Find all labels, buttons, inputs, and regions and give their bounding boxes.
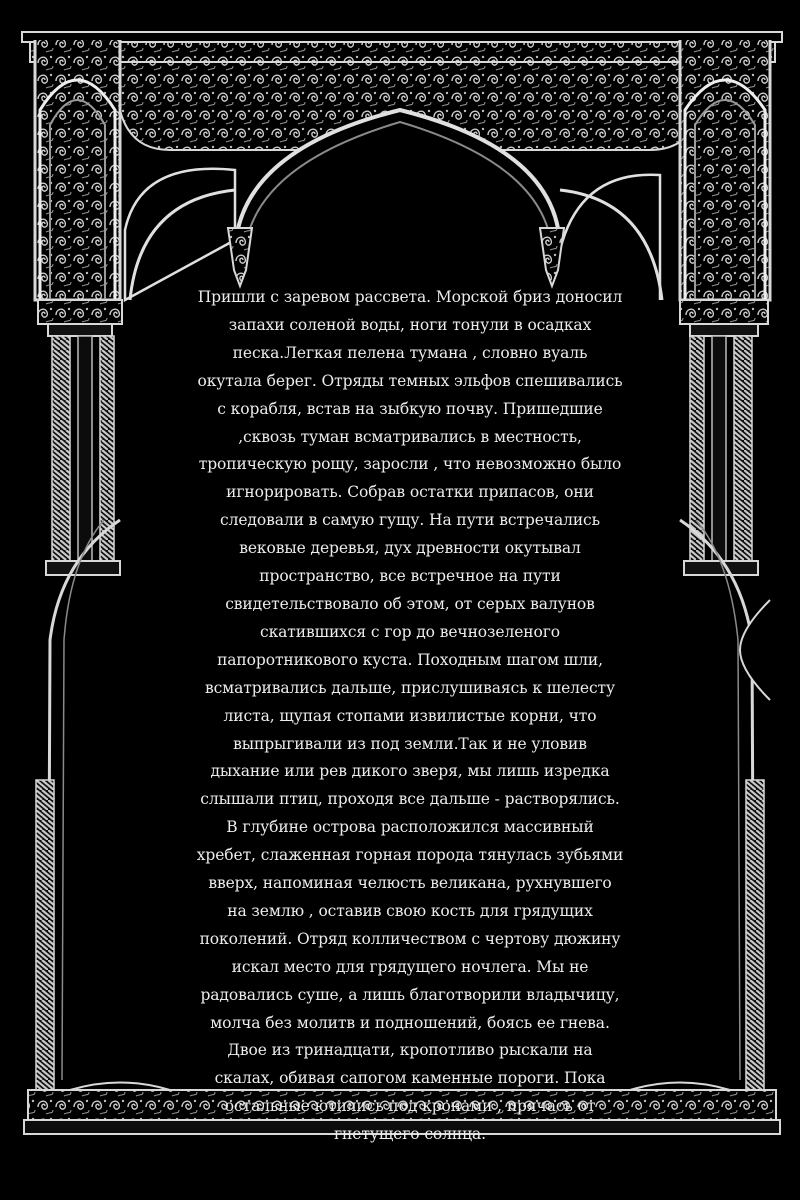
story-line: окутала берег. Отряды темных эльфов спешивались: [197, 371, 623, 390]
story-line: слышали птиц, проходя все дальше - растворялись.: [200, 790, 620, 809]
story-line: вверх, напоминая челюсть великана, рухнувшего: [208, 874, 612, 893]
story-line: игнорировать. Собрав остатки припасов, они: [226, 483, 594, 502]
right-tower: [680, 40, 770, 336]
story-line: хребет, слаженная горная порода тянулась зубьями: [196, 846, 624, 865]
left-tower: [35, 40, 122, 336]
story-line: дыхание или рев дикого зверя, мы лишь изредка: [210, 762, 610, 781]
right-columns: [684, 336, 758, 575]
story-line: вековые деревья, дух древности окутывал: [239, 539, 581, 558]
story-line: гнетущего солнца.: [334, 1125, 486, 1144]
story-line: всматривались дальше, прислушиваясь к шелесту: [204, 678, 616, 697]
story-line: скатившихся с гор до вечнозеленого: [260, 622, 560, 641]
story-line: молча без молитв и подношений, боясь ее гнева.: [210, 1013, 610, 1032]
story-line: папоротникового куста. Походным шагом шли,: [217, 650, 603, 669]
story-line: на землю , оставив свою кость для грядущих: [227, 901, 593, 920]
story-line: Двое из тринадцати, кропотливо рыскали на: [227, 1041, 593, 1060]
story-line: искал место для грядущего ночлега. Мы не: [231, 957, 589, 976]
story-line: выпрыгивали из под земли.Так и не уловив: [233, 734, 587, 753]
story-line: поколений. Отряд колличеством с чертову дюжину: [199, 929, 621, 948]
story-line: листа, щупая стопами извилистые корни, что: [223, 706, 597, 725]
story-line: ,сквозь туман всматривались в местность,: [238, 427, 582, 446]
story-line: свидетельствовало об этом, от серых валунов: [225, 594, 595, 613]
story-line: скалах, обивая сапогом каменные пороги. Пока: [214, 1069, 606, 1088]
story-line: остальные ютились под кронами , прячась от: [224, 1097, 596, 1116]
story-line: радовались суше, а лишь благотворили владычицу,: [200, 985, 620, 1004]
story-line: тропическую рощу, заросли , что невозможно было: [198, 455, 622, 474]
story-line: Пришли с заревом рассвета. Морской бриз доносил: [197, 288, 623, 306]
story-line: запахи соленой воды, ноги тонули в осадках: [228, 315, 592, 334]
story-line: следовали в самую гущу. На пути встречались: [220, 511, 600, 530]
left-columns: [46, 336, 120, 575]
story-line: песка.Легкая пелена тумана , словно вуаль: [232, 343, 588, 362]
story-line: пространство, все встречное на пути: [259, 567, 561, 586]
story-text: [175, 284, 645, 1149]
story-line: с корабля, встав на зыбкую почву. Пришедшие: [217, 399, 603, 418]
story-line: В глубине острова расположился массивный: [226, 818, 594, 837]
